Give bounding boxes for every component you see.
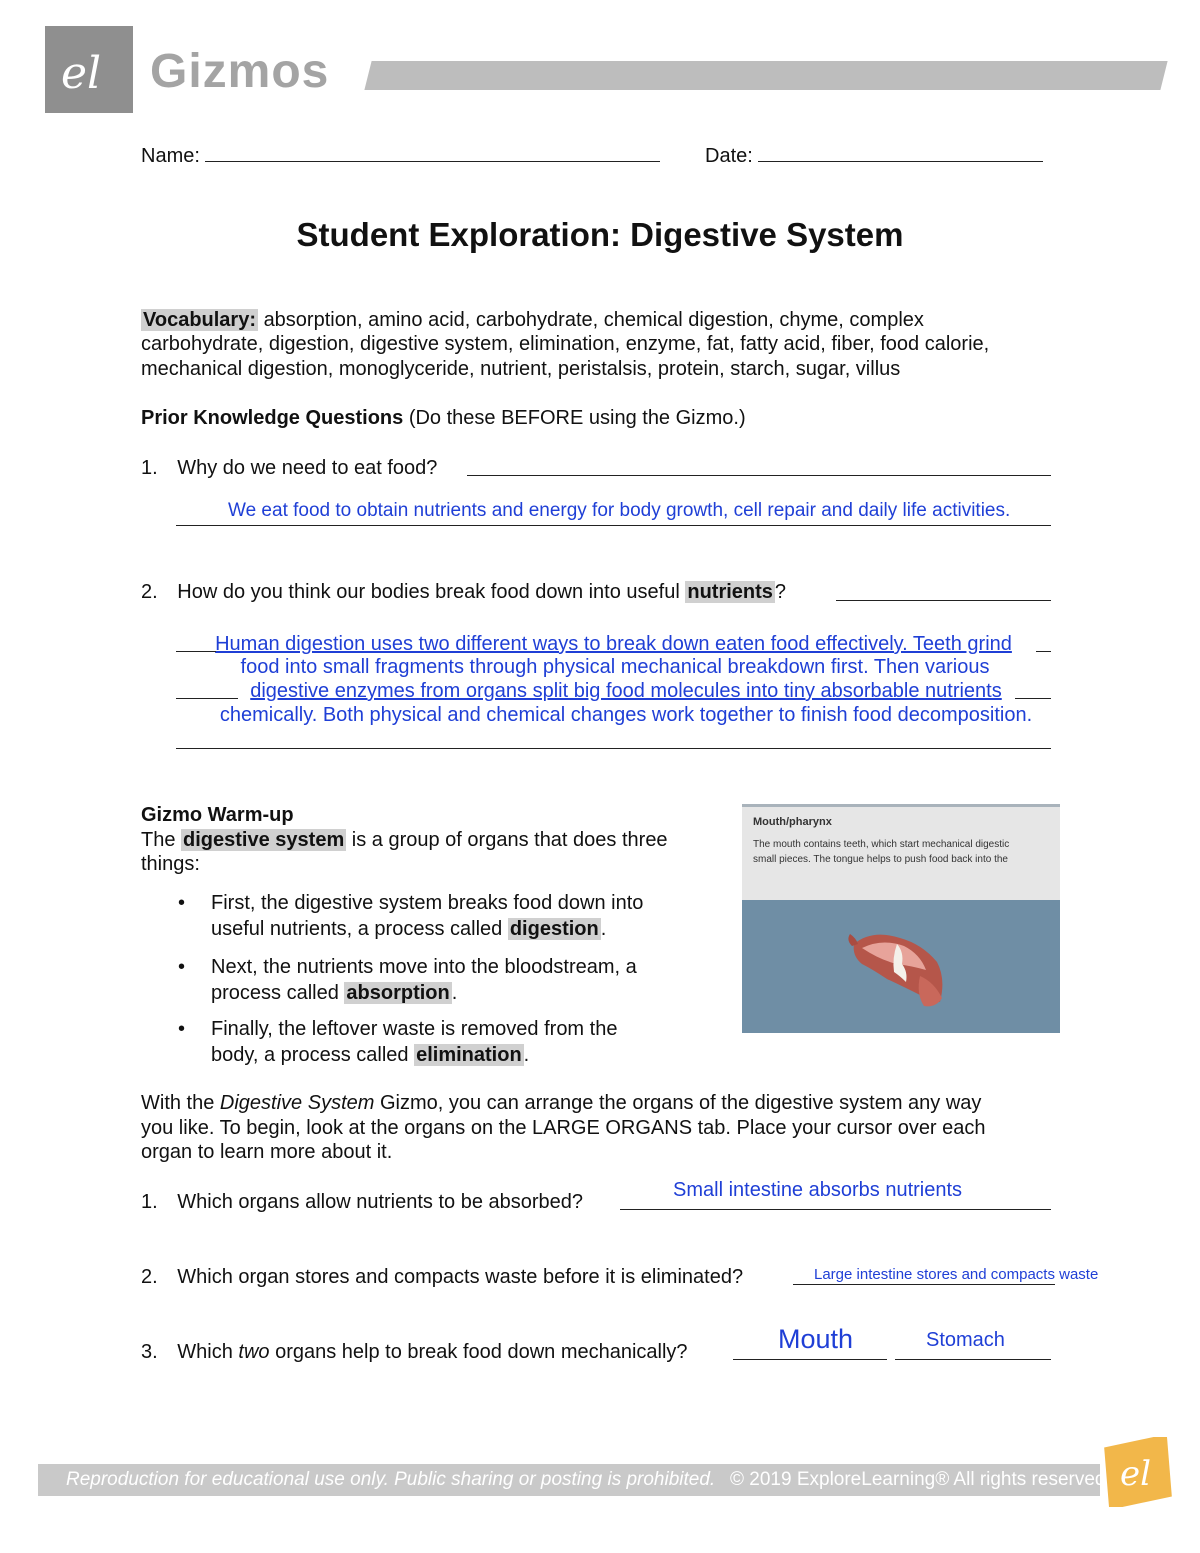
warmup-heading: Gizmo Warm-up (141, 804, 294, 826)
name-label: Name: (141, 145, 200, 167)
question-number: 3. (141, 1341, 158, 1363)
warmup-intro-line-2: things: (141, 853, 200, 875)
answer-line (836, 600, 1051, 601)
highlighted-term: elimination (416, 1044, 522, 1066)
warmup-question-2 (141, 1265, 743, 1290)
bullet-icon: • (178, 956, 186, 978)
prior-answer-2-line-3[interactable]: digestive enzymes from organs split big food molecules into tiny absorbable nutrients (250, 680, 1002, 702)
mouth-organ-icon (842, 924, 962, 1014)
screenshot-text-2: small pieces. The tongue helps to push food back into the (753, 854, 1008, 865)
answer-line (1015, 698, 1051, 699)
prior-answer-2-line-1[interactable]: Human digestion uses two different ways to break down eaten food effectively. Teeth grind (215, 633, 1012, 655)
bullet-text: useful nutrients, a process called digestion . (211, 918, 607, 940)
name-row (141, 143, 660, 169)
warmup-intro-line-1 (141, 828, 668, 853)
highlighted-term: digestive system (183, 829, 345, 851)
intro-text: The (141, 829, 176, 851)
vocabulary-line-1 (141, 308, 924, 333)
answer-line (467, 475, 1051, 476)
question-number: 2. (141, 1266, 158, 1288)
highlighted-term: absorption (346, 982, 450, 1004)
bullet-text: body, a process called elimination . (211, 1044, 530, 1066)
prior-question-2 (141, 580, 786, 605)
emphasis-text: two (238, 1341, 270, 1363)
answer-line (176, 651, 216, 652)
gizmo-name: Digestive System (219, 1092, 375, 1114)
question-number: 1. (141, 457, 158, 479)
answer-line (793, 1284, 1055, 1285)
date-field[interactable] (758, 143, 1043, 162)
footer-copyright: © 2019 ExploreLearning® All rights reserved (730, 1469, 1106, 1490)
date-label: Date: (705, 145, 753, 167)
bullet-text: First, the digestive system breaks food down into (211, 892, 644, 914)
header-bar (364, 61, 1167, 90)
bullet-text: Next, the nutrients move into the bloodstream, a (211, 956, 637, 978)
vocabulary-text-1: absorption, amino acid, carbohydrate, chemical digestion, chyme, complex (263, 309, 924, 331)
question-punctuation: ? (774, 581, 787, 603)
page-title: Student Exploration: Digestive System (296, 216, 904, 253)
warmup-paragraph-line-2: you like. To begin, look at the organs on the LARGE ORGANS tab. Place your cursor over each (141, 1117, 986, 1139)
prior-answer-2-line-4[interactable]: chemically. Both physical and chemical changes work together to finish food decomposition. (219, 704, 1033, 726)
prior-question-1 (141, 456, 437, 481)
prior-answer-2-line-2[interactable]: food into small fragments through physical mechanical breakdown first. Then various (240, 656, 990, 678)
screenshot-text-1: The mouth contains teeth, which start mechanical digestic (753, 839, 1010, 850)
gizmos-logo (45, 26, 133, 113)
bullet-text: Finally, the leftover waste is removed from the (211, 1018, 618, 1040)
bullet-icon: • (178, 892, 186, 914)
bullet-item (178, 890, 644, 942)
date-row (705, 143, 1043, 169)
answer-line (176, 748, 1051, 749)
bullet-icon: • (178, 1018, 186, 1040)
bullet-item (178, 954, 637, 1006)
answer-line (620, 1209, 1051, 1210)
svg-text:el: el (61, 48, 102, 99)
question-number: 1. (141, 1191, 158, 1213)
warmup-paragraph-line-1: With the Digestive System Gizmo, you can arrange the organs of the digestive system any way (141, 1092, 982, 1114)
vocabulary-label: Vocabulary: (143, 309, 256, 331)
warmup-answer-2[interactable]: Large intestine stores and compacts waste (814, 1266, 1099, 1283)
svg-text:el: el (1120, 1454, 1151, 1494)
vocabulary-line-3: mechanical digestion, monoglyceride, nutrient, peristalsis, protein, starch, sugar, villus (141, 358, 901, 380)
question-text: How do you think our bodies break food down into useful (177, 581, 680, 603)
brand-name: Gizmos (150, 45, 330, 98)
screenshot-title: Mouth/pharynx (753, 816, 832, 828)
warmup-answer-3b[interactable]: Stomach (926, 1329, 1005, 1351)
vocabulary-line-2: carbohydrate, digestion, digestive system, elimination, enzyme, fat, fatty acid, fiber, food calorie, (141, 333, 990, 355)
answer-line (1036, 651, 1051, 652)
prior-answer-1[interactable]: We eat food to obtain nutrients and energy for body growth, cell repair and daily life activities. (228, 500, 1011, 521)
answer-line (176, 525, 1051, 526)
question-number: 2. (141, 581, 158, 603)
warmup-question-1 (141, 1190, 583, 1215)
question-text: Which organs allow nutrients to be absorbed? (177, 1191, 584, 1213)
question-text: Why do we need to eat food? (177, 457, 438, 479)
name-field[interactable] (205, 143, 660, 162)
answer-line (895, 1359, 1051, 1360)
warmup-answer-1[interactable]: Small intestine absorbs nutrients (673, 1179, 963, 1201)
bullet-item (178, 1016, 618, 1068)
warmup-paragraph-line-3: organ to learn more about it. (141, 1141, 393, 1163)
answer-line (176, 698, 238, 699)
gizmo-screenshot (742, 804, 1060, 1033)
answer-line (733, 1359, 887, 1360)
prior-note: (Do these BEFORE using the Gizmo.) (408, 407, 746, 429)
explorelearning-logo-icon (1098, 1437, 1178, 1507)
bullet-text: process called absorption . (211, 982, 458, 1004)
footer-disclaimer: Reproduction for educational use only. Public sharing or posting is prohibited. (66, 1469, 716, 1490)
question-text: Which organ stores and compacts waste before it is eliminated? (177, 1266, 744, 1288)
intro-text: is a group of organs that does three (351, 829, 668, 851)
prior-knowledge-heading (141, 406, 746, 431)
screenshot-info-panel (742, 804, 1060, 900)
prior-heading-text: Prior Knowledge Questions (141, 407, 404, 429)
el-logo-icon (45, 26, 133, 113)
highlighted-term: nutrients (687, 581, 773, 603)
warmup-question-3: 3. Which two organs help to break food down mechanically? (141, 1341, 688, 1363)
highlighted-term: digestion (509, 918, 599, 940)
warmup-answer-3a[interactable]: Mouth (778, 1324, 854, 1354)
